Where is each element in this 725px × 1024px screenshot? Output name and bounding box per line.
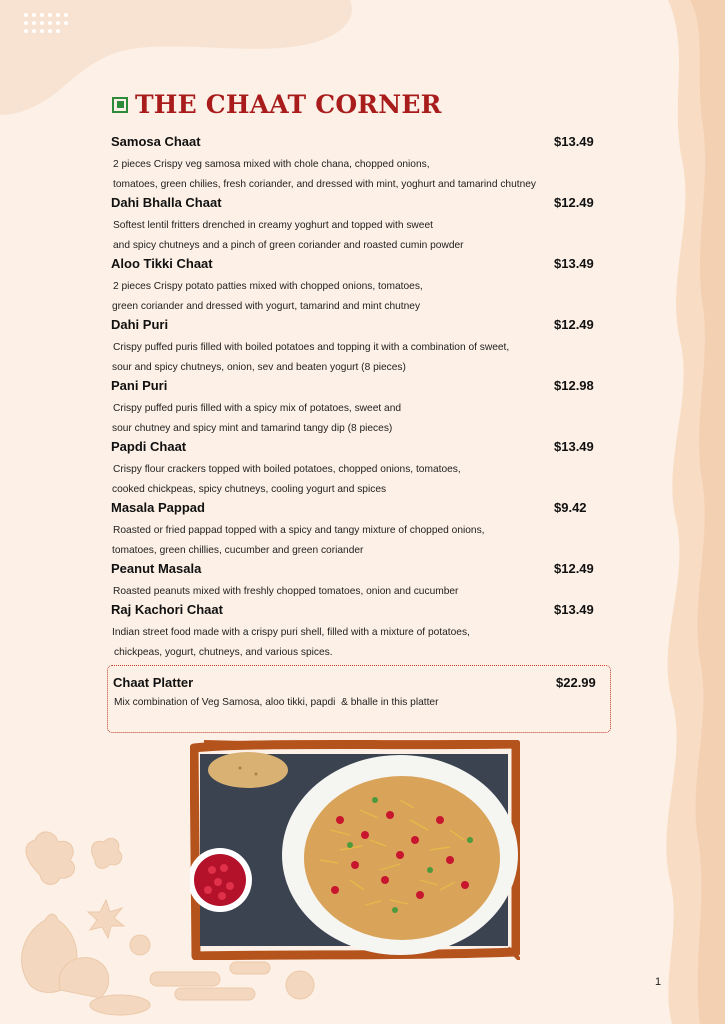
- item-description-line: Roasted peanuts mixed with freshly chopped tomatoes, onion and cucumber: [113, 586, 459, 597]
- menu-item: [111, 131, 601, 192]
- item-description: [112, 521, 582, 561]
- page-number: 1: [655, 976, 662, 988]
- item-description: [112, 399, 582, 439]
- page-title: THE CHAAT CORNER: [135, 90, 442, 119]
- item-description-line: cooked chickpeas, spicy chutneys, cooling yogurt and spices: [112, 484, 387, 495]
- item-name: Papdi Chaat: [111, 439, 187, 454]
- item-description: [112, 338, 582, 378]
- platter-box: [107, 665, 611, 733]
- menu-list: [111, 131, 601, 660]
- item-name: Masala Pappad: [111, 500, 205, 515]
- item-name: Pani Puri: [111, 378, 168, 393]
- menu-item: [111, 375, 601, 436]
- item-description-line: Softest lentil fritters drenched in creamy yoghurt and topped with sweet: [113, 220, 433, 231]
- menu-item: [111, 497, 601, 558]
- platter-description: Mix combination of Veg Samosa, aloo tikki, papdi & bhalle in this platter: [114, 697, 439, 708]
- item-description-line: tomatoes, green chilies, fresh coriander, and dressed with mint, yoghurt and tamarind chutney: [113, 179, 537, 190]
- item-price: $13.49: [554, 134, 594, 149]
- item-description-line: sour chutney and spicy mint and tamarind tangy dip (8 pieces): [112, 423, 393, 434]
- item-description-line: Crispy puffed puris filled with a spicy mix of potatoes, sweet and: [113, 403, 402, 414]
- item-description: [112, 216, 582, 256]
- item-price: $12.49: [554, 195, 594, 210]
- platter-price: $22.99: [556, 675, 596, 690]
- item-price: $12.49: [554, 561, 594, 576]
- platter-name: Chaat Platter: [113, 675, 194, 690]
- item-description-line: Crispy flour crackers topped with boiled potatoes, chopped onions, tomatoes,: [113, 464, 461, 475]
- item-name: Samosa Chaat: [111, 134, 201, 149]
- item-description-line: sour and spicy chutneys, onion, sev and beaten yogurt (8 pieces): [112, 362, 406, 373]
- item-description-line: tomatoes, green chillies, cucumber and green coriander: [112, 545, 364, 556]
- menu-header: [112, 90, 442, 119]
- item-description-line: 2 pieces Crispy veg samosa mixed with chole chana, chopped onions,: [113, 159, 430, 170]
- food-photo: [190, 740, 520, 960]
- item-description-line: Indian street food made with a crispy puri shell, filled with a mixture of potatoes,: [112, 627, 470, 638]
- item-description: [112, 277, 582, 317]
- item-name: Raj Kachori Chaat: [111, 602, 223, 617]
- item-description: [112, 155, 582, 195]
- item-price: $13.49: [554, 439, 594, 454]
- item-name: Aloo Tikki Chaat: [111, 256, 213, 271]
- menu-item: [111, 599, 601, 660]
- menu-item: [111, 253, 601, 314]
- item-description-line: and spicy chutneys and a pinch of green coriander and roasted cumin powder: [113, 240, 464, 251]
- item-description: [112, 460, 582, 500]
- item-name: Dahi Puri: [111, 317, 169, 332]
- item-description-line: Crispy puffed puris filled with boiled potatoes and topping it with a combination of sweet,: [113, 342, 510, 353]
- item-price: $12.49: [554, 317, 594, 332]
- item-price: $13.49: [554, 602, 594, 617]
- item-price: $9.42: [554, 500, 587, 515]
- menu-item: [111, 558, 601, 599]
- item-description-line: 2 pieces Crispy potato patties mixed with chopped onions, tomatoes,: [113, 281, 423, 292]
- menu-item: [111, 314, 601, 375]
- item-price: $13.49: [554, 256, 594, 271]
- menu-item: [111, 436, 601, 497]
- item-name: Peanut Masala: [111, 561, 202, 576]
- item-description: [112, 623, 582, 663]
- item-description-line: green coriander and dressed with yogurt, tamarind and mint chutney: [112, 301, 421, 312]
- item-name: Dahi Bhalla Chaat: [111, 195, 222, 210]
- item-description-line: chickpeas, yogurt, chutneys, and various spices.: [114, 647, 333, 658]
- item-description-line: Roasted or fried pappad topped with a spicy and tangy mixture of chopped onions,: [113, 525, 485, 536]
- veg-mark-icon: [112, 97, 128, 113]
- item-price: $12.98: [554, 378, 594, 393]
- menu-item: [111, 192, 601, 253]
